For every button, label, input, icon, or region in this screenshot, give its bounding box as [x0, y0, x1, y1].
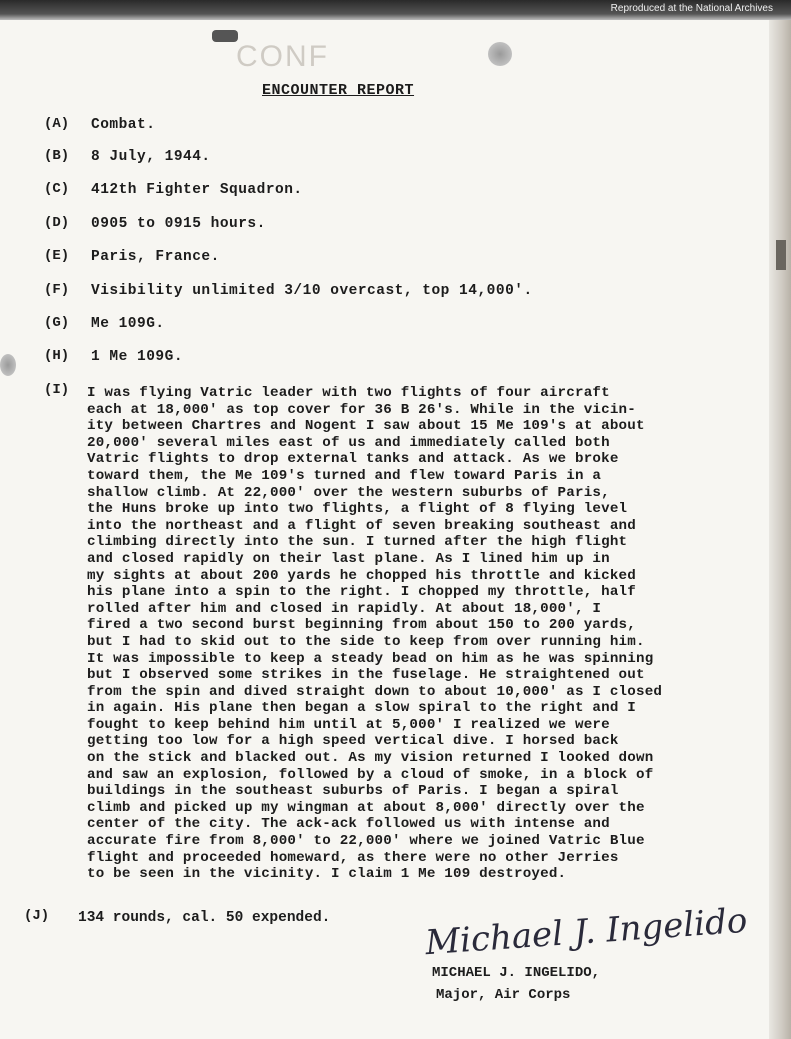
- confidential-stamp: CONF: [236, 40, 329, 73]
- narrative-line: toward them, the Me 109's turned and flew toward Paris in a: [87, 467, 602, 484]
- narrative-line: It was impossible to keep a steady bead on him as he was spinning: [87, 650, 654, 667]
- report-title: ENCOUNTER REPORT: [262, 82, 415, 99]
- narrative-line: to be seen in the vicinity. I claim 1 Me 109 destroyed.: [87, 866, 567, 883]
- item-label-d: (D): [44, 215, 70, 231]
- item-label-f: (F): [44, 282, 70, 298]
- narrative-line: but I observed some strikes in the fuselage. He straightened out: [87, 667, 645, 684]
- staple-mark: [212, 30, 238, 42]
- handwritten-signature: Michael J. Ingelido: [423, 900, 749, 964]
- item-label-g: (G): [44, 315, 70, 331]
- item-label-b: (B): [44, 148, 70, 164]
- item-value-g: Me 109G.: [91, 316, 165, 332]
- narrative-line: fought to keep behind him until at 5,000' I realized we were: [87, 716, 610, 733]
- narrative-line: each at 18,000' as top cover for 36 B 26's. While in the vicin-: [87, 401, 636, 418]
- narrative-line: Vatric flights to drop external tanks and attack. As we broke: [87, 451, 619, 468]
- narrative-line: the Huns broke up into two flights, a flight of 8 flying level: [87, 501, 628, 518]
- item-label-h: (H): [44, 348, 70, 364]
- item-value-e: Paris, France.: [91, 249, 220, 265]
- narrative-line: and closed rapidly on their last plane. As I lined him up in: [87, 550, 610, 567]
- ammo-text: 134 rounds, cal. 50 expended.: [78, 910, 331, 926]
- signer-name: MICHAEL J. INGELIDO,: [432, 965, 601, 981]
- narrative-line: rolled after him and closed in rapidly. At about 18,000', I: [87, 600, 602, 617]
- narrative-line: 20,000' several miles east of us and immediately called both: [87, 434, 610, 451]
- narrative-line: climb and picked up my wingman at about 8,000' directly over the: [87, 799, 645, 816]
- item-value-b: 8 July, 1944.: [91, 149, 211, 165]
- narrative-line: climbing directly into the sun. I turned after the high flight: [87, 534, 628, 551]
- narrative-line: fired a two second burst beginning from about 150 to 200 yards,: [87, 617, 636, 634]
- narrative-line: in again. His plane then began a slow spiral to the right and I: [87, 700, 636, 717]
- narrative-body: [87, 385, 737, 883]
- narrative-line: shallow climb. At 22,000' over the western suburbs of Paris,: [87, 484, 610, 501]
- narrative-line: but I had to skid out to the side to keep from over running him.: [87, 633, 645, 650]
- narrative-line: on the stick and blacked out. As my vision returned I looked down: [87, 750, 654, 767]
- narrative-label: (I): [44, 382, 70, 398]
- item-value-h: 1 Me 109G.: [91, 349, 184, 365]
- narrative-line: buildings in the southeast suburbs of Paris. I began a spiral: [87, 783, 619, 800]
- item-value-c: 412th Fighter Squadron.: [91, 182, 303, 198]
- narrative-line: and saw an explosion, followed by a cloud of smoke, in a block of: [87, 766, 654, 783]
- narrative-line: I was flying Vatric leader with two flights of four aircraft: [87, 385, 610, 401]
- right-edge-mark: [776, 240, 786, 270]
- narrative-line: his plane into a spin to the right. I chopped my throttle, half: [87, 584, 636, 601]
- item-label-a: (A): [44, 116, 70, 132]
- narrative-line: getting too low for a high speed vertical dive. I horsed back: [87, 733, 619, 750]
- item-label-e: (E): [44, 248, 70, 264]
- narrative-line: into the northeast and a flight of seven breaking southeast and: [87, 517, 636, 534]
- punch-hole-top: [488, 42, 512, 66]
- narrative-line: accurate fire from 8,000' to 22,000' where we joined Vatric Blue: [87, 833, 645, 850]
- narrative-line: ity between Chartres and Nogent I saw about 15 Me 109's at about: [87, 418, 645, 435]
- punch-hole-left: [0, 354, 16, 376]
- item-label-c: (C): [44, 181, 70, 197]
- narrative-line: center of the city. The ack-ack followed us with intense and: [87, 816, 610, 833]
- scan-right-edge: [769, 20, 791, 1039]
- item-value-a: Combat.: [91, 117, 156, 133]
- narrative-line: from the spin and dived straight down to about 10,000' as I closed: [87, 683, 663, 700]
- ammo-label: (J): [24, 908, 50, 924]
- item-value-d: 0905 to 0915 hours.: [91, 216, 266, 232]
- narrative-line: flight and proceeded homeward, as there were no other Jerries: [87, 849, 619, 866]
- narrative-line: my sights at about 200 yards he chopped his throttle and kicked: [87, 567, 636, 584]
- archive-note: Reproduced at the National Archives: [610, 3, 773, 14]
- item-value-f: Visibility unlimited 3/10 overcast, top 14,000'.: [91, 283, 533, 299]
- scan-top-edge: [0, 0, 791, 20]
- signer-rank: Major, Air Corps: [436, 987, 571, 1003]
